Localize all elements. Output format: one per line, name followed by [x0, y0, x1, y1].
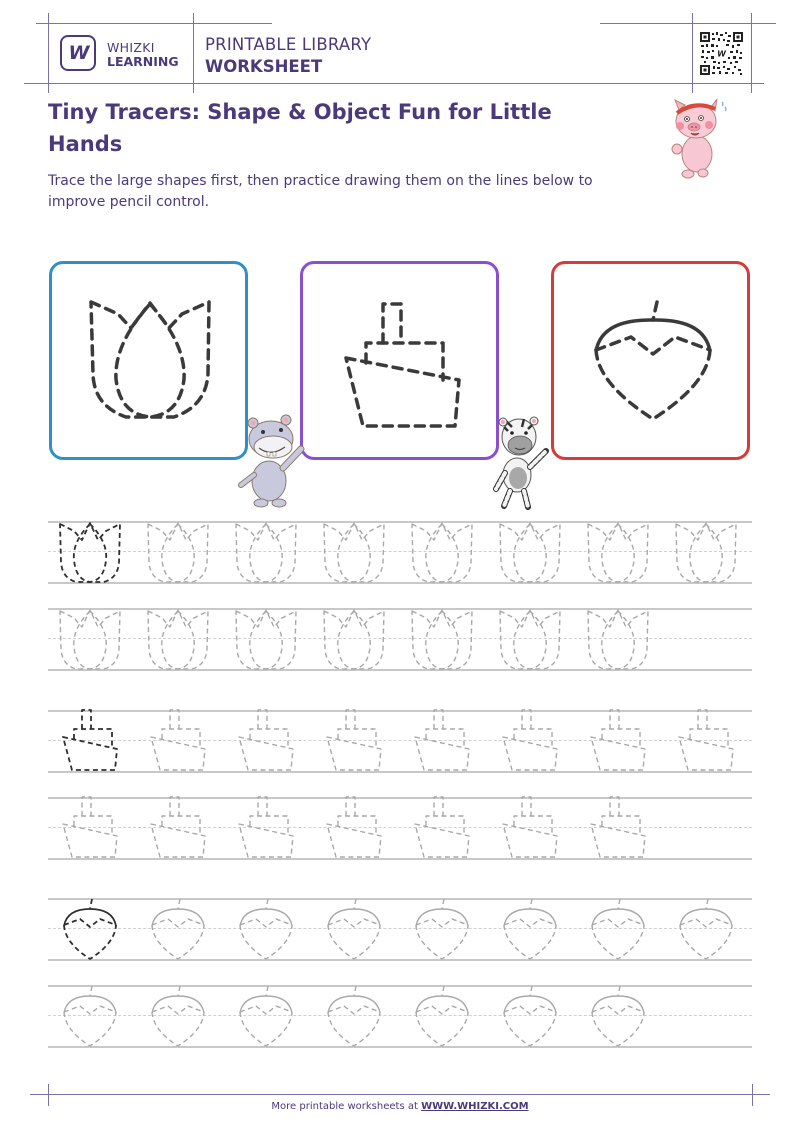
qr-code-icon [699, 31, 744, 76]
acorn-icon [554, 264, 753, 463]
worksheet-title: Tiny Tracers: Shape & Object Fun for Little Hands [48, 100, 552, 156]
tulip-trace-icon [582, 520, 654, 584]
boat-trace-icon [142, 709, 214, 773]
hippo-mascot [235, 413, 310, 510]
header-bottom-rule [24, 83, 764, 84]
tulip-card [49, 261, 248, 460]
acorn-trace-icon [494, 897, 566, 961]
tulip-trace-icon [670, 520, 742, 584]
boat-trace-icon [582, 709, 654, 773]
header-qr-left-rule [692, 13, 693, 93]
library-label: PRINTABLE LIBRARY [205, 35, 372, 54]
boat-trace-icon [670, 709, 742, 773]
tulip-trace-icon [54, 607, 126, 671]
boat-trace-icon [406, 796, 478, 860]
tulip-trace-icon [142, 520, 214, 584]
logo-w-icon: W [68, 42, 88, 64]
boat-trace-icon [54, 796, 126, 860]
worksheet-instructions: Trace the large shapes first, then practice drawing them on the lines below to improve pencil control. [48, 173, 593, 210]
tulip-trace-icon [318, 607, 390, 671]
whizki-logo [60, 35, 96, 71]
tulip-trace-icon [230, 520, 302, 584]
header-top-rule [36, 23, 272, 24]
footer-rule [30, 1094, 770, 1095]
acorn-trace-icon [582, 984, 654, 1048]
acorn-trace-icon [406, 897, 478, 961]
pig-mascot [665, 94, 729, 180]
acorn-trace-icon [54, 897, 126, 961]
boat-trace-icon [230, 709, 302, 773]
boat-trace-icon [406, 709, 478, 773]
footer [0, 1101, 800, 1112]
boat-trace-icon [318, 709, 390, 773]
boat-trace-icon [494, 709, 566, 773]
tulip-trace-icon [230, 607, 302, 671]
acorn-trace-icon [230, 984, 302, 1048]
header-top-rule-right [600, 23, 776, 24]
boat-card [300, 261, 499, 460]
boat-trace-icon [582, 796, 654, 860]
zebra-mascot [490, 413, 555, 510]
acorn-card [551, 261, 750, 460]
brand-subname: LEARNING [107, 54, 179, 69]
tulip-trace-icon [142, 607, 214, 671]
acorn-trace-icon [670, 897, 742, 961]
boat-trace-icon [54, 709, 126, 773]
tulip-trace-icon [582, 607, 654, 671]
tulip-trace-icon [494, 607, 566, 671]
acorn-trace-icon [582, 897, 654, 961]
header-qr-right-rule [751, 13, 752, 93]
tulip-trace-icon [406, 520, 478, 584]
footer-link[interactable]: WWW.WHIZKI.COM [421, 1101, 529, 1112]
acorn-trace-icon [494, 984, 566, 1048]
acorn-trace-icon [142, 897, 214, 961]
acorn-trace-icon [54, 984, 126, 1048]
tulip-trace-icon [54, 520, 126, 584]
svg-text:W: W [717, 49, 726, 59]
brand-name: WHIZKI [107, 40, 155, 55]
footer-text: More printable worksheets at [271, 1101, 422, 1112]
header-left-rule [48, 13, 49, 93]
header-divider-rule [193, 13, 194, 93]
tulip-trace-icon [318, 520, 390, 584]
tulip-trace-icon [494, 520, 566, 584]
boat-icon [303, 264, 502, 463]
boat-trace-icon [318, 796, 390, 860]
acorn-trace-icon [142, 984, 214, 1048]
tulip-icon [52, 264, 251, 463]
tulip-trace-icon [406, 607, 478, 671]
acorn-trace-icon [230, 897, 302, 961]
doc-type-label: WORKSHEET [205, 57, 323, 76]
boat-trace-icon [230, 796, 302, 860]
acorn-trace-icon [318, 897, 390, 961]
boat-trace-icon [142, 796, 214, 860]
acorn-trace-icon [406, 984, 478, 1048]
acorn-trace-icon [318, 984, 390, 1048]
boat-trace-icon [494, 796, 566, 860]
